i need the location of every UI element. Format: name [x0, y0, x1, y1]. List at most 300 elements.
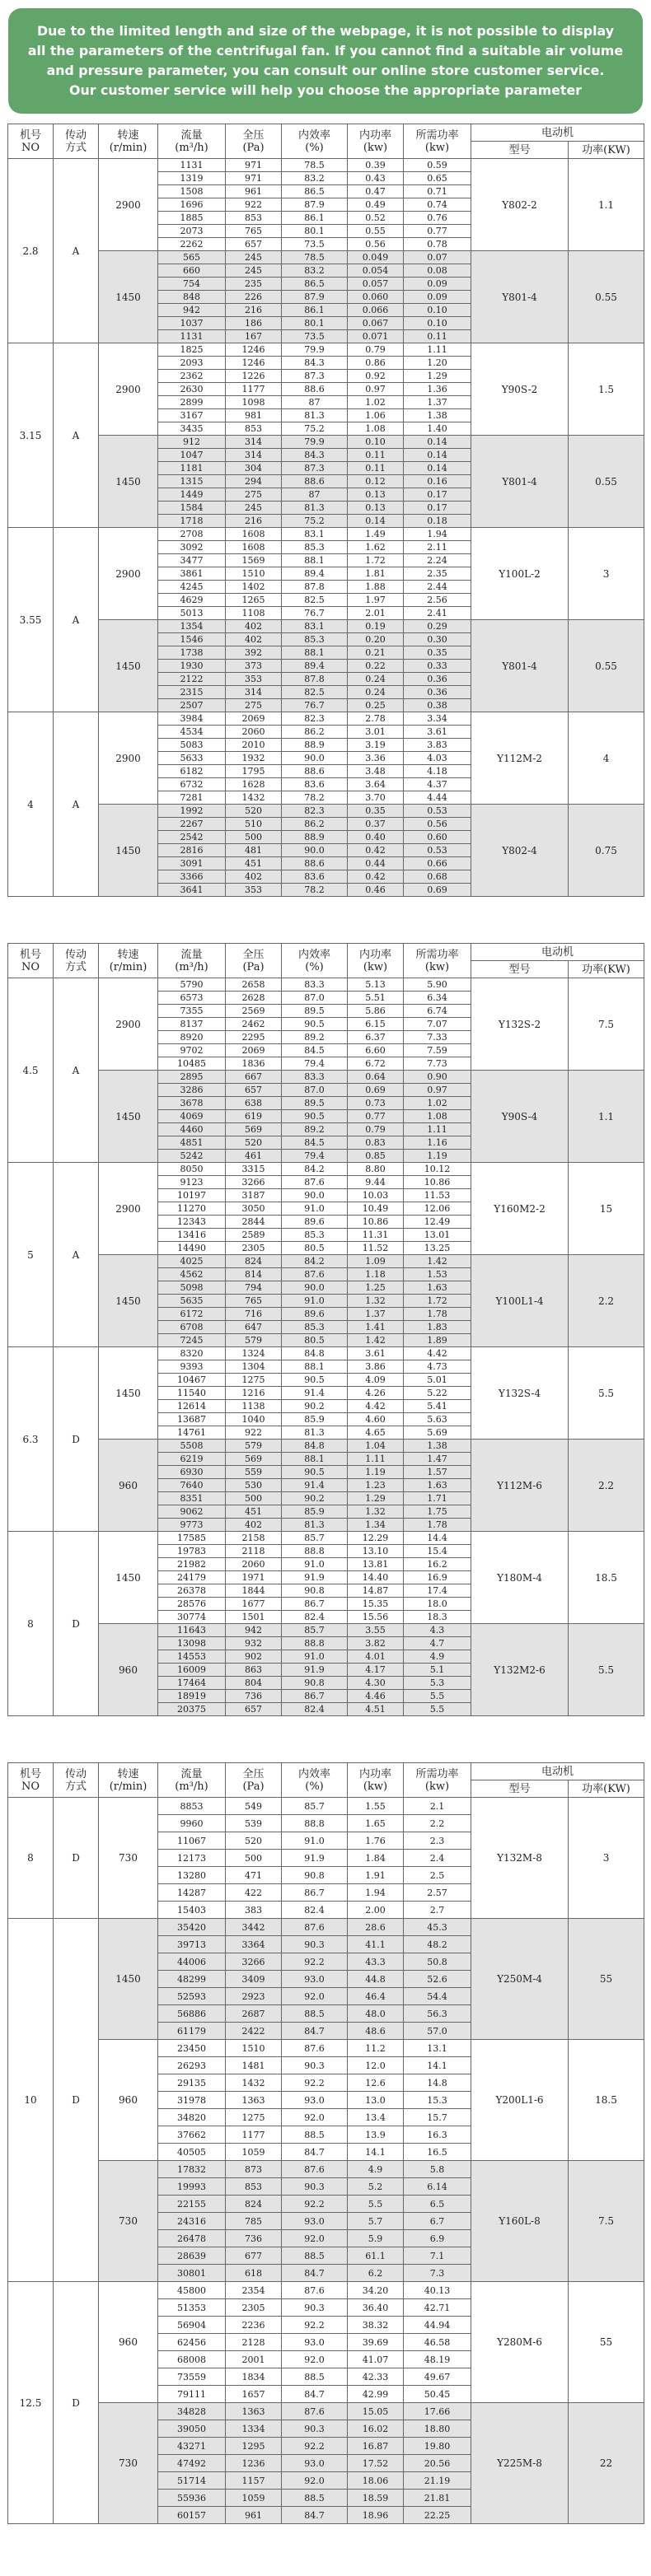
fan-speed: 2900: [99, 1163, 158, 1255]
internal-power-cell: 12.6: [348, 2074, 404, 2092]
required-power-cell: 1.94: [404, 528, 471, 541]
motor-power: 1.1: [569, 159, 644, 251]
flow-cell: 17464: [158, 1677, 226, 1690]
drive-type: A: [54, 528, 99, 712]
efficiency-cell: 90.0: [282, 1281, 348, 1295]
pressure-cell: 304: [226, 462, 282, 475]
table-row: [8, 1919, 644, 1936]
efficiency-cell: 87.6: [282, 2403, 348, 2420]
internal-power-cell: 0.24: [348, 673, 404, 686]
internal-power-cell: 46.4: [348, 1988, 404, 2005]
efficiency-cell: 84.5: [282, 1136, 348, 1150]
efficiency-cell: 90.2: [282, 1400, 348, 1413]
pressure-cell: 981: [226, 409, 282, 422]
flow-cell: 1584: [158, 502, 226, 515]
required-power-cell: 0.14: [404, 449, 471, 462]
pressure-cell: 2305: [226, 1242, 282, 1255]
efficiency-cell: 88.1: [282, 1453, 348, 1466]
internal-power-cell: 4.30: [348, 1677, 404, 1690]
required-power-cell: 0.77: [404, 225, 471, 238]
pressure-cell: 1363: [226, 2092, 282, 2109]
required-power-cell: 2.5: [404, 1867, 471, 1884]
flow-cell: 1718: [158, 515, 226, 528]
flow-cell: 1315: [158, 475, 226, 488]
efficiency-cell: 92.2: [282, 2317, 348, 2334]
flow-cell: 19783: [158, 1545, 226, 1558]
flow-cell: 3286: [158, 1084, 226, 1097]
efficiency-cell: 92.2: [282, 2074, 348, 2092]
internal-power-cell: 44.8: [348, 1971, 404, 1988]
required-power-cell: 0.38: [404, 699, 471, 712]
motor-model: Y250M-4: [471, 1919, 569, 2040]
efficiency-cell: 91.0: [282, 1558, 348, 1571]
required-power-cell: 1.57: [404, 1466, 471, 1479]
pressure-cell: 1275: [226, 2109, 282, 2126]
pressure-cell: 657: [226, 238, 282, 251]
pressure-cell: 824: [226, 2196, 282, 2213]
flow-cell: 16009: [158, 1664, 226, 1677]
flow-cell: 56904: [158, 2317, 226, 2334]
internal-power-cell: 0.21: [348, 646, 404, 660]
motor-model: Y132M-8: [471, 1798, 569, 1919]
required-power-cell: 0.14: [404, 436, 471, 449]
flow-cell: 31978: [158, 2092, 226, 2109]
efficiency-cell: 88.8: [282, 1545, 348, 1558]
efficiency-cell: 85.7: [282, 1798, 348, 1815]
efficiency-cell: 88.5: [282, 2005, 348, 2023]
flow-cell: 2816: [158, 844, 226, 857]
flow-cell: 62456: [158, 2334, 226, 2351]
pressure-cell: 353: [226, 673, 282, 686]
pressure-cell: 1971: [226, 1571, 282, 1584]
efficiency-cell: 92.0: [282, 2472, 348, 2490]
pressure-cell: 1157: [226, 2472, 282, 2490]
internal-power-cell: 13.81: [348, 1558, 404, 1571]
fan-speed: 1450: [99, 251, 158, 343]
required-power-cell: 5.90: [404, 978, 471, 992]
efficiency-cell: 84.2: [282, 1163, 348, 1176]
efficiency-cell: 87.0: [282, 992, 348, 1005]
pressure-cell: 657: [226, 1703, 282, 1716]
motor-model: Y160M2-2: [471, 1163, 569, 1255]
pressure-cell: 520: [226, 805, 282, 818]
efficiency-cell: 87.3: [282, 370, 348, 383]
flow-cell: 45800: [158, 2282, 226, 2299]
required-power-cell: 0.68: [404, 870, 471, 884]
pressure-cell: 2923: [226, 1988, 282, 2005]
required-power-cell: 1.40: [404, 422, 471, 436]
internal-power-cell: 28.6: [348, 1919, 404, 1936]
internal-power-cell: 1.19: [348, 1466, 404, 1479]
pressure-cell: 510: [226, 818, 282, 831]
efficiency-cell: 84.3: [282, 357, 348, 370]
required-power-cell: 13.25: [404, 1242, 471, 1255]
efficiency-cell: 85.3: [282, 1229, 348, 1242]
flow-cell: 8853: [158, 1798, 226, 1815]
flow-cell: 43271: [158, 2438, 226, 2455]
table-row: [8, 2161, 644, 2178]
internal-power-cell: 5.13: [348, 978, 404, 992]
efficiency-cell: 79.4: [282, 1150, 348, 1163]
efficiency-cell: 78.2: [282, 791, 348, 805]
table-row: [8, 2403, 644, 2420]
efficiency-cell: 79.4: [282, 1057, 348, 1071]
internal-power-cell: 4.26: [348, 1387, 404, 1400]
column-header-motor: 电动机: [471, 944, 644, 961]
internal-power-cell: 3.82: [348, 1637, 404, 1650]
pressure-cell: 186: [226, 317, 282, 330]
flow-cell: 9702: [158, 1044, 226, 1057]
flow-cell: 51353: [158, 2299, 226, 2317]
required-power-cell: 7.3: [404, 2265, 471, 2282]
pressure-cell: 402: [226, 633, 282, 646]
efficiency-cell: 88.5: [282, 2247, 348, 2265]
pressure-cell: 794: [226, 1281, 282, 1295]
pressure-cell: 1608: [226, 541, 282, 554]
internal-power-cell: 0.067: [348, 317, 404, 330]
flow-cell: 1885: [158, 212, 226, 225]
internal-power-cell: 1.65: [348, 1815, 404, 1832]
flow-cell: 1930: [158, 660, 226, 673]
efficiency-cell: 92.0: [282, 2230, 348, 2247]
efficiency-cell: 82.4: [282, 1902, 348, 1919]
fan-model-no: 4.5: [8, 978, 54, 1163]
efficiency-cell: 81.3: [282, 1519, 348, 1532]
flow-cell: 39713: [158, 1936, 226, 1953]
efficiency-cell: 80.5: [282, 1242, 348, 1255]
fan-speed: 960: [99, 1440, 158, 1532]
required-power-cell: 18.0: [404, 1598, 471, 1611]
fan-parameter-table: [7, 124, 644, 897]
required-power-cell: 2.2: [404, 1815, 471, 1832]
internal-power-cell: 6.72: [348, 1057, 404, 1071]
required-power-cell: 0.66: [404, 857, 471, 870]
efficiency-cell: 86.2: [282, 818, 348, 831]
pressure-cell: 481: [226, 844, 282, 857]
efficiency-cell: 82.4: [282, 1703, 348, 1716]
fan-speed: 730: [99, 2161, 158, 2282]
internal-power-cell: 0.85: [348, 1150, 404, 1163]
internal-power-cell: 18.06: [348, 2472, 404, 2490]
required-power-cell: 1.11: [404, 343, 471, 357]
flow-cell: 12614: [158, 1400, 226, 1413]
required-power-cell: 1.38: [404, 409, 471, 422]
flow-cell: 6573: [158, 992, 226, 1005]
flow-cell: 11540: [158, 1387, 226, 1400]
drive-type: A: [54, 978, 99, 1163]
internal-power-cell: 0.071: [348, 330, 404, 343]
column-header-pressure: 全压 (Pa): [226, 944, 282, 978]
motor-model: Y200L1-6: [471, 2040, 569, 2161]
internal-power-cell: 14.40: [348, 1571, 404, 1584]
efficiency-cell: 90.8: [282, 1677, 348, 1690]
efficiency-cell: 86.5: [282, 278, 348, 291]
required-power-cell: 1.83: [404, 1321, 471, 1334]
required-power-cell: 2.41: [404, 607, 471, 620]
internal-power-cell: 39.69: [348, 2334, 404, 2351]
efficiency-cell: 81.3: [282, 502, 348, 515]
pressure-cell: 500: [226, 831, 282, 844]
efficiency-cell: 88.5: [282, 2368, 348, 2386]
motor-model: Y225M-8: [471, 2403, 569, 2524]
pressure-cell: 373: [226, 660, 282, 673]
efficiency-cell: 84.8: [282, 1347, 348, 1360]
internal-power-cell: 0.69: [348, 1084, 404, 1097]
pressure-cell: 2069: [226, 712, 282, 726]
efficiency-cell: 91.9: [282, 1850, 348, 1867]
flow-cell: 848: [158, 291, 226, 304]
flow-cell: 8320: [158, 1347, 226, 1360]
required-power-cell: 7.59: [404, 1044, 471, 1057]
pressure-cell: 824: [226, 1255, 282, 1268]
pressure-cell: 1295: [226, 2438, 282, 2455]
efficiency-cell: 89.5: [282, 1005, 348, 1018]
efficiency-cell: 84.7: [282, 2144, 348, 2161]
efficiency-cell: 73.5: [282, 238, 348, 251]
pressure-cell: 500: [226, 1850, 282, 1867]
flow-cell: 23450: [158, 2040, 226, 2057]
pressure-cell: 2658: [226, 978, 282, 992]
efficiency-cell: 91.9: [282, 1571, 348, 1584]
internal-power-cell: 41.07: [348, 2351, 404, 2368]
efficiency-cell: 87.9: [282, 198, 348, 212]
pressure-cell: 1628: [226, 778, 282, 791]
table-row: [8, 1347, 644, 1360]
table-row: [8, 159, 644, 172]
required-power-cell: 2.7: [404, 1902, 471, 1919]
internal-power-cell: 0.37: [348, 818, 404, 831]
pressure-cell: 451: [226, 1505, 282, 1519]
required-power-cell: 1.63: [404, 1281, 471, 1295]
internal-power-cell: 18.59: [348, 2490, 404, 2507]
efficiency-cell: 85.7: [282, 1532, 348, 1545]
internal-power-cell: 11.52: [348, 1242, 404, 1255]
required-power-cell: 1.42: [404, 1255, 471, 1268]
pressure-cell: 2628: [226, 992, 282, 1005]
flow-cell: 17832: [158, 2161, 226, 2178]
efficiency-cell: 85.9: [282, 1505, 348, 1519]
pressure-cell: 3315: [226, 1163, 282, 1176]
fan-speed: 2900: [99, 343, 158, 436]
efficiency-cell: 87.6: [282, 1268, 348, 1281]
drive-type: A: [54, 1163, 99, 1347]
internal-power-cell: 0.97: [348, 383, 404, 396]
efficiency-cell: 87.6: [282, 2040, 348, 2057]
internal-power-cell: 2.78: [348, 712, 404, 726]
flow-cell: 1992: [158, 805, 226, 818]
motor-power: 0.55: [569, 620, 644, 712]
required-power-cell: 14.4: [404, 1532, 471, 1545]
pressure-cell: 3409: [226, 1971, 282, 1988]
pressure-cell: 314: [226, 449, 282, 462]
flow-cell: 29135: [158, 2074, 226, 2092]
required-power-cell: 1.29: [404, 370, 471, 383]
pressure-cell: 559: [226, 1466, 282, 1479]
pressure-cell: 471: [226, 1867, 282, 1884]
required-power-cell: 3.83: [404, 739, 471, 752]
pressure-cell: 1265: [226, 594, 282, 607]
efficiency-cell: 83.1: [282, 620, 348, 633]
efficiency-cell: 83.6: [282, 870, 348, 884]
flow-cell: 8137: [158, 1018, 226, 1031]
table-row: [8, 251, 644, 264]
internal-power-cell: 1.91: [348, 1867, 404, 1884]
fan-model-no: 3.55: [8, 528, 54, 712]
motor-model: Y132M2-6: [471, 1624, 569, 1716]
pressure-cell: 942: [226, 1624, 282, 1637]
flow-cell: 3477: [158, 554, 226, 567]
required-power-cell: 4.37: [404, 778, 471, 791]
efficiency-cell: 83.3: [282, 1071, 348, 1084]
pressure-cell: 1363: [226, 2403, 282, 2420]
required-power-cell: 18.80: [404, 2420, 471, 2438]
flow-cell: 30774: [158, 1611, 226, 1624]
flow-cell: 13416: [158, 1229, 226, 1242]
efficiency-cell: 88.6: [282, 765, 348, 778]
fan-model-no: 5: [8, 1163, 54, 1347]
pressure-cell: 873: [226, 2161, 282, 2178]
flow-cell: 1131: [158, 330, 226, 343]
table-row: [8, 805, 644, 818]
internal-power-cell: 13.4: [348, 2109, 404, 2126]
motor-power: 15: [569, 1163, 644, 1255]
flow-cell: 15403: [158, 1902, 226, 1919]
efficiency-cell: 84.2: [282, 1255, 348, 1268]
flow-cell: 18919: [158, 1690, 226, 1703]
efficiency-cell: 82.5: [282, 594, 348, 607]
flow-cell: 79111: [158, 2386, 226, 2403]
required-power-cell: 48.19: [404, 2351, 471, 2368]
efficiency-cell: 90.5: [282, 1018, 348, 1031]
efficiency-cell: 75.2: [282, 515, 348, 528]
pressure-cell: 3364: [226, 1936, 282, 1953]
internal-power-cell: 3.70: [348, 791, 404, 805]
required-power-cell: 1.16: [404, 1136, 471, 1150]
required-power-cell: 46.58: [404, 2334, 471, 2351]
internal-power-cell: 0.64: [348, 1071, 404, 1084]
pressure-cell: 500: [226, 1492, 282, 1505]
pressure-cell: 1402: [226, 581, 282, 594]
flow-cell: 1546: [158, 633, 226, 646]
pressure-cell: 314: [226, 686, 282, 699]
fan-speed: 1450: [99, 1255, 158, 1347]
efficiency-cell: 86.1: [282, 304, 348, 317]
fan-speed: 1450: [99, 620, 158, 712]
required-power-cell: 19.80: [404, 2438, 471, 2455]
flow-cell: 13687: [158, 1413, 226, 1426]
flow-cell: 5013: [158, 607, 226, 620]
internal-power-cell: 12.0: [348, 2057, 404, 2074]
internal-power-cell: 4.9: [348, 2161, 404, 2178]
pressure-cell: 275: [226, 488, 282, 502]
motor-power: 55: [569, 2282, 644, 2403]
required-power-cell: 0.09: [404, 291, 471, 304]
column-header-flow: 流量 (m³/h): [158, 124, 226, 159]
required-power-cell: 0.17: [404, 502, 471, 515]
flow-cell: 2507: [158, 699, 226, 712]
internal-power-cell: 13.0: [348, 2092, 404, 2109]
required-power-cell: 0.69: [404, 884, 471, 897]
efficiency-cell: 87.8: [282, 673, 348, 686]
pressure-cell: 902: [226, 1650, 282, 1664]
motor-power: 2.2: [569, 1440, 644, 1532]
internal-power-cell: 1.02: [348, 396, 404, 409]
flow-cell: 26293: [158, 2057, 226, 2074]
pressure-cell: 1510: [226, 2040, 282, 2057]
pressure-cell: 1432: [226, 2074, 282, 2092]
efficiency-cell: 91.0: [282, 1202, 348, 1216]
internal-power-cell: 0.43: [348, 172, 404, 185]
efficiency-cell: 81.3: [282, 409, 348, 422]
pressure-cell: 1236: [226, 2455, 282, 2472]
motor-power: 7.5: [569, 2161, 644, 2282]
flow-cell: 5633: [158, 752, 226, 765]
column-header-motor-power: 功率(KW): [569, 142, 644, 159]
flow-cell: 3641: [158, 884, 226, 897]
internal-power-cell: 0.11: [348, 449, 404, 462]
internal-power-cell: 4.09: [348, 1374, 404, 1387]
pressure-cell: 853: [226, 2178, 282, 2196]
flow-cell: 3861: [158, 567, 226, 581]
required-power-cell: 50.45: [404, 2386, 471, 2403]
internal-power-cell: 11.31: [348, 1229, 404, 1242]
fan-parameter-table: [7, 943, 644, 1716]
efficiency-cell: 83.6: [282, 778, 348, 791]
efficiency-cell: 86.7: [282, 1884, 348, 1902]
flow-cell: 24316: [158, 2213, 226, 2230]
internal-power-cell: 43.3: [348, 1953, 404, 1971]
pressure-cell: 3442: [226, 1919, 282, 1936]
pressure-cell: 2462: [226, 1018, 282, 1031]
flow-cell: 2708: [158, 528, 226, 541]
pressure-cell: 1059: [226, 2490, 282, 2507]
flow-cell: 7640: [158, 1479, 226, 1492]
required-power-cell: 1.53: [404, 1268, 471, 1281]
internal-power-cell: 15.35: [348, 1598, 404, 1611]
motor-power: 1.5: [569, 343, 644, 436]
internal-power-cell: 1.42: [348, 1334, 404, 1347]
required-power-cell: 50.8: [404, 1953, 471, 1971]
internal-power-cell: 1.55: [348, 1798, 404, 1815]
required-power-cell: 17.66: [404, 2403, 471, 2420]
pressure-cell: 539: [226, 1815, 282, 1832]
internal-power-cell: 61.1: [348, 2247, 404, 2265]
efficiency-cell: 80.1: [282, 225, 348, 238]
column-header-speed: 转速 (r/min): [99, 1763, 158, 1798]
motor-power: 4: [569, 712, 644, 805]
flow-cell: 12343: [158, 1216, 226, 1229]
efficiency-cell: 83.2: [282, 172, 348, 185]
flow-cell: 6708: [158, 1321, 226, 1334]
required-power-cell: 1.37: [404, 396, 471, 409]
flow-cell: 35420: [158, 1919, 226, 1936]
pressure-cell: 804: [226, 1677, 282, 1690]
internal-power-cell: 1.29: [348, 1492, 404, 1505]
pressure-cell: 314: [226, 436, 282, 449]
column-header-motor-model: 型号: [471, 1780, 569, 1798]
required-power-cell: 1.75: [404, 1505, 471, 1519]
pressure-cell: 2158: [226, 1532, 282, 1545]
flow-cell: 3678: [158, 1097, 226, 1110]
flow-cell: 22155: [158, 2196, 226, 2213]
internal-power-cell: 4.01: [348, 1650, 404, 1664]
internal-power-cell: 0.56: [348, 238, 404, 251]
required-power-cell: 3.34: [404, 712, 471, 726]
internal-power-cell: 9.44: [348, 1176, 404, 1189]
efficiency-cell: 78.2: [282, 884, 348, 897]
table-row: [8, 620, 644, 633]
required-power-cell: 13.1: [404, 2040, 471, 2057]
